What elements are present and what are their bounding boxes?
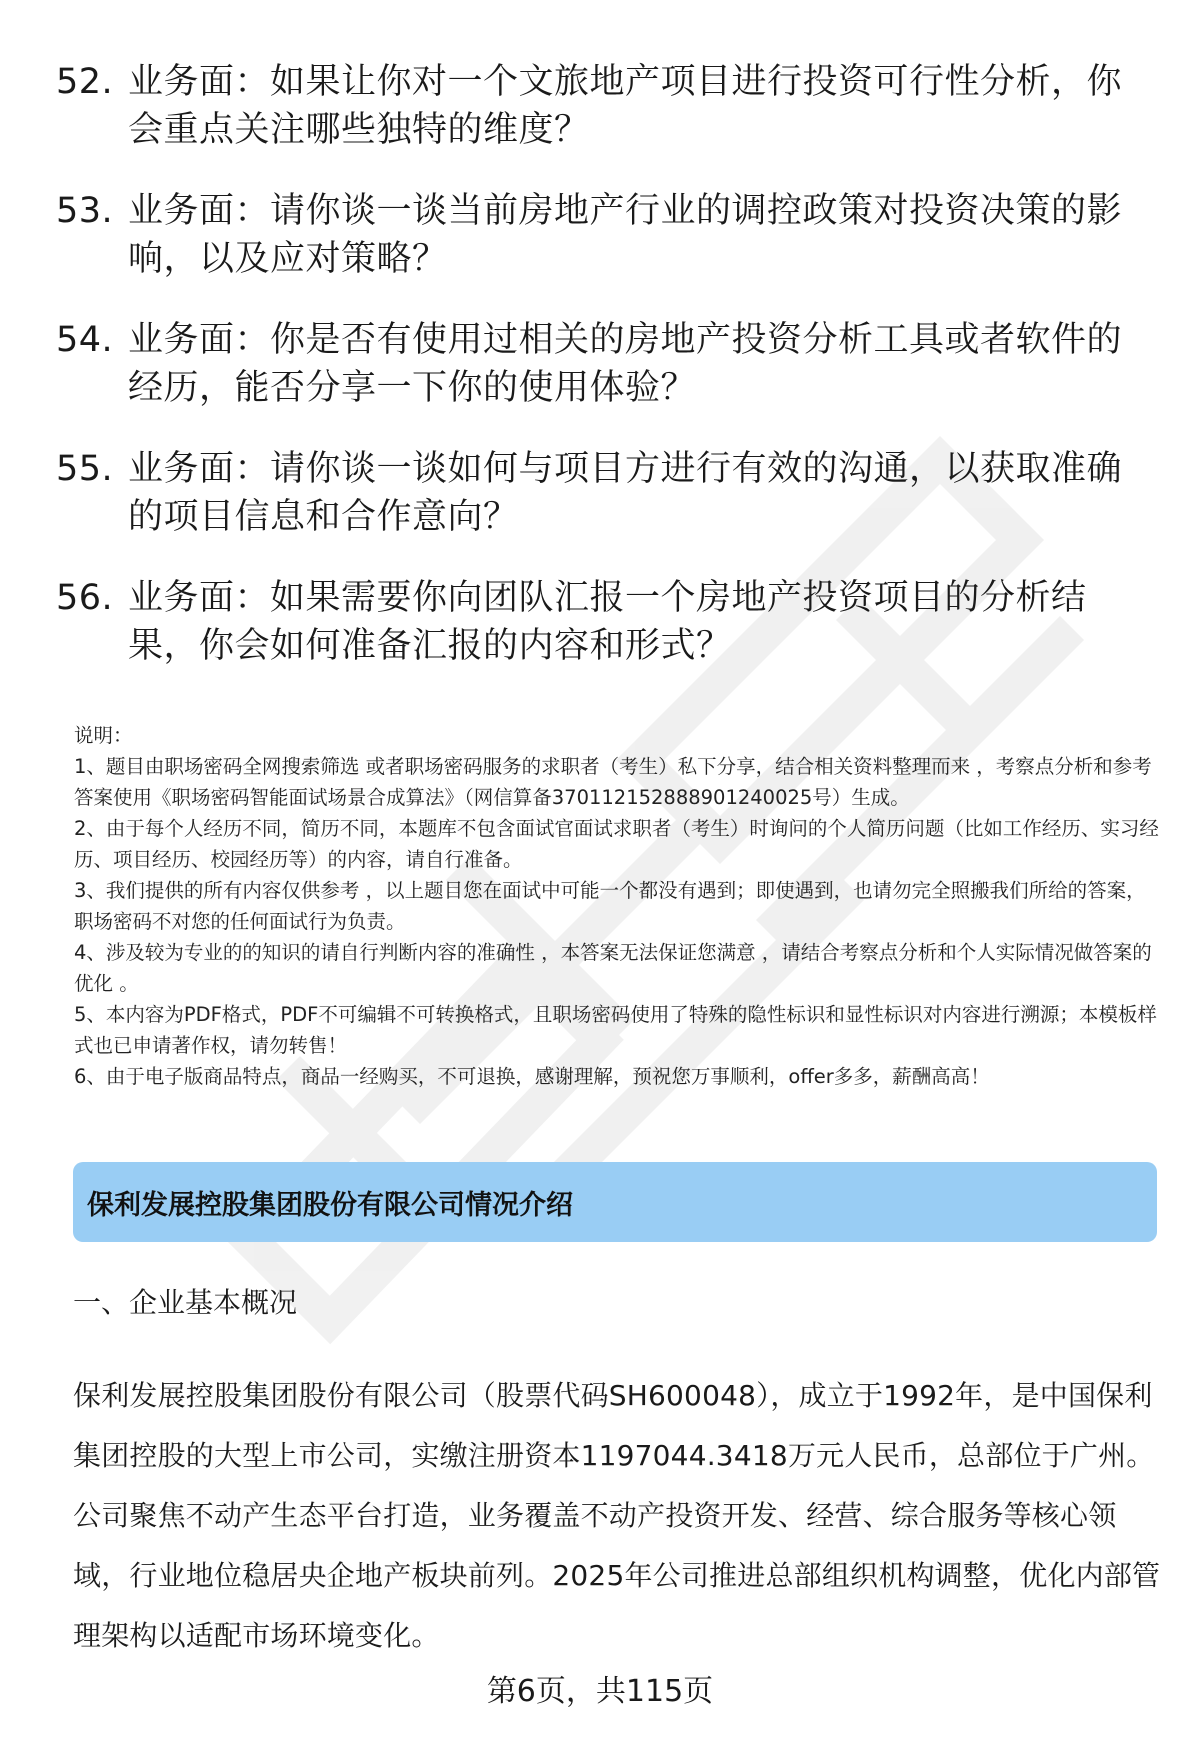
question-item — [56, 574, 1146, 670]
notes-title: 说明： — [74, 724, 133, 747]
question-number: 54. — [56, 320, 114, 360]
question-number: 55. — [56, 449, 114, 489]
note-item: 5、本内容为PDF格式，PDF不可编辑不可转换格式，且职场密码使用了特殊的隐性标识和显性标识对内容进行溯源；本模板样式也已申请著作权，请勿转售！ — [74, 1003, 1157, 1057]
question-item — [56, 316, 1146, 412]
question-text: 业务面：如果让你对一个文旅地产项目进行投资可行性分析，你会重点关注哪些独特的维度？ — [128, 62, 1123, 150]
question-text: 业务面：你是否有使用过相关的房地产投资分析工具或者软件的经历，能否分享一下你的使用体验？ — [128, 320, 1123, 408]
question-item — [56, 58, 1146, 154]
section-subheading: 一、企业基本概况 — [73, 1286, 298, 1319]
note-item: 2、由于每个人经历不同，简历不同，本题库不包含面试官面试求职者（考生）时询问的个人简历问题（比如工作经历、实习经历、项目经历、校园经历等）的内容，请自行准备。 — [74, 817, 1159, 871]
question-text: 业务面：请你谈一谈当前房地产行业的调控政策对投资决策的影响，以及应对策略？ — [128, 191, 1123, 279]
question-item — [56, 445, 1146, 541]
question-item — [56, 187, 1146, 283]
question-text: 业务面：如果需要你向团队汇报一个房地产投资项目的分析结果，你会如何准备汇报的内容和形式？ — [128, 578, 1087, 666]
notes-section — [74, 720, 1164, 1092]
note-item: 4、涉及较为专业的的知识的请自行判断内容的准确性 ，本答案无法保证您满意 ，请结合考察点分析和个人实际情况做答案的优化 。 — [74, 941, 1152, 995]
company-overview-paragraph: 保利发展控股集团股份有限公司（股票代码SH600048），成立于1992年，是中国保利集团控股的大型上市公司，实缴注册资本1197044.3418万元人民币，总部位于广州。公司聚焦不动产生态平台打造，业务覆盖不动产投资开发、经营、综合服务等核心领域，行业地位稳居央企地产板块前列。2025年公司推进总部组织机构调整，优化内部管理架构以适配市场环境变化。 — [73, 1379, 1161, 1652]
note-item: 3、我们提供的所有内容仅供参考 ，以上题目您在面试中可能一个都没有遇到；即使遇到，也请勿完全照搬我们所给的答案，职场密码不对您的任何面试行为负责。 — [74, 879, 1146, 933]
question-number: 52. — [56, 62, 114, 102]
note-item: 1、题目由职场密码全网搜索筛选 或者职场密码服务的求职者（考生）私下分享，结合相关资料整理而来 ，考察点分析和参考答案使用《职场密码智能面试场景合成算法》（网信算备370112152888901240025号）生成。 — [74, 755, 1152, 809]
section-banner — [73, 1162, 1157, 1242]
question-list — [56, 58, 1146, 703]
page-number-footer: 第6页，共115页 — [486, 1674, 714, 1709]
question-text: 业务面：请你谈一谈如何与项目方进行有效的沟通，以获取准确的项目信息和合作意向？ — [128, 449, 1123, 537]
question-number: 53. — [56, 191, 114, 231]
section-banner-title: 保利发展控股集团股份有限公司情况介绍 — [87, 1189, 573, 1221]
question-number: 56. — [56, 578, 114, 618]
note-item: 6、由于电子版商品特点，商品一经购买，不可退换，感谢理解，预祝您万事顺利，offer多多，薪酬高高！ — [74, 1065, 990, 1088]
